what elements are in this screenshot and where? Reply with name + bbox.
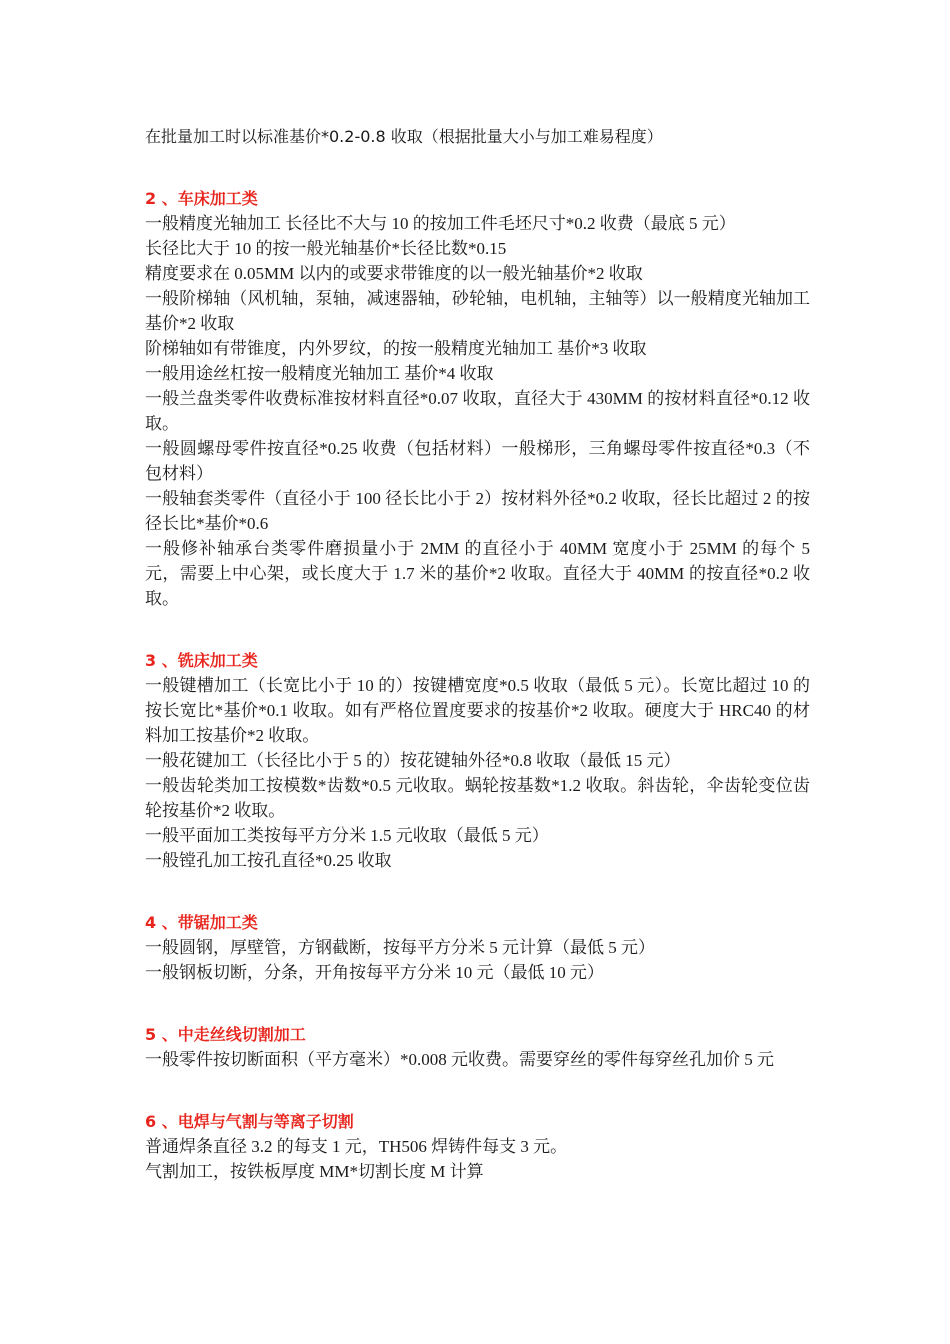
paragraph: 一般兰盘类零件收费标准按材料直径*0.07 收取，直径大于 430MM 的按材料直径*0.12 收取。 — [145, 389, 810, 433]
paragraph: 长径比大于 10 的按一般光轴基价*长径比数*0.15 — [145, 239, 507, 258]
intro-paragraph: 在批量加工时以标准基价*0.2-0.8 收取（根据批量大小与加工难易程度） — [145, 127, 663, 146]
paragraph: 一般钢板切断，分条，开角按每平方分米 10 元（最低 10 元） — [145, 963, 604, 982]
paragraph: 一般齿轮类加工按模数*齿数*0.5 元收取。蜗轮按基数*1.2 收取。斜齿轮，伞齿轮变位齿轮按基价*2 收取。 — [145, 776, 810, 820]
section-welding-cutting — [145, 1109, 810, 1184]
paragraph: 一般修补轴承台类零件磨损量小于 2MM 的直径小于 40MM 宽度小于 25MM 的每个 5 元，需要上中心架，或长度大于 1.7 米的基价*2 收取。直径大于 40MM 的按直径*0.2 收取。 — [145, 539, 810, 608]
section-heading: 5 、中走丝线切割加工 — [145, 1025, 306, 1044]
document-body — [145, 124, 810, 1184]
paragraph: 阶梯轴如有带锥度，内外罗纹，的按一般精度光轴加工 基价*3 收取 — [145, 339, 647, 358]
section-band-saw — [145, 910, 810, 985]
section-milling — [145, 648, 810, 873]
paragraph: 普通焊条直径 3.2 的每支 1 元，TH506 焊铸件每支 3 元。 — [145, 1137, 568, 1156]
paragraph: 一般用途丝杠按一般精度光轴加工 基价*4 收取 — [145, 364, 494, 383]
paragraph: 一般圆钢，厚壁管，方钢截断，按每平方分米 5 元计算（最低 5 元） — [145, 938, 655, 957]
paragraph: 一般轴套类零件（直径小于 100 径长比小于 2）按材料外径*0.2 收取，径长比超过 2 的按径长比*基价*0.6 — [145, 489, 810, 533]
paragraph: 一般平面加工类按每平方分米 1.5 元收取（最低 5 元） — [145, 826, 549, 845]
section-wire-cutting — [145, 1022, 810, 1072]
section-heading: 4 、带锯加工类 — [145, 913, 258, 932]
section-lathe — [145, 186, 810, 611]
paragraph: 一般阶梯轴（风机轴，泵轴，减速器轴，砂轮轴，电机轴，主轴等）以一般精度光轴加工 基价*2 收取 — [145, 289, 810, 333]
paragraph: 一般零件按切断面积（平方毫米）*0.008 元收费。需要穿丝的零件每穿丝孔加价 5 元 — [145, 1050, 774, 1069]
section-heading: 3 、铣床加工类 — [145, 651, 258, 670]
paragraph: 气割加工，按铁板厚度 MM*切割长度 M 计算 — [145, 1162, 484, 1181]
section-heading: 2 、车床加工类 — [145, 189, 258, 208]
section-heading: 6 、电焊与气割与等离子切割 — [145, 1112, 354, 1131]
paragraph: 一般花键加工（长径比小于 5 的）按花键轴外径*0.8 收取（最低 15 元） — [145, 751, 681, 770]
paragraph: 一般精度光轴加工 长径比不大与 10 的按加工件毛坯尺寸*0.2 收费（最底 5 元） — [145, 214, 736, 233]
paragraph: 一般圆螺母零件按直径*0.25 收费（包括材料）一般梯形，三角螺母零件按直径*0.3（不包材料） — [145, 439, 810, 483]
paragraph: 一般镗孔加工按孔直径*0.25 收取 — [145, 851, 392, 870]
paragraph: 一般键槽加工（长宽比小于 10 的）按键槽宽度*0.5 收取（最低 5 元）。长宽比超过 10 的按长宽比*基价*0.1 收取。如有严格位置度要求的按基价*2 收取。硬度大于 HRC40 的材料加工按基价*2 收取。 — [145, 676, 810, 745]
paragraph: 精度要求在 0.05MM 以内的或要求带锥度的以一般光轴基价*2 收取 — [145, 264, 643, 283]
